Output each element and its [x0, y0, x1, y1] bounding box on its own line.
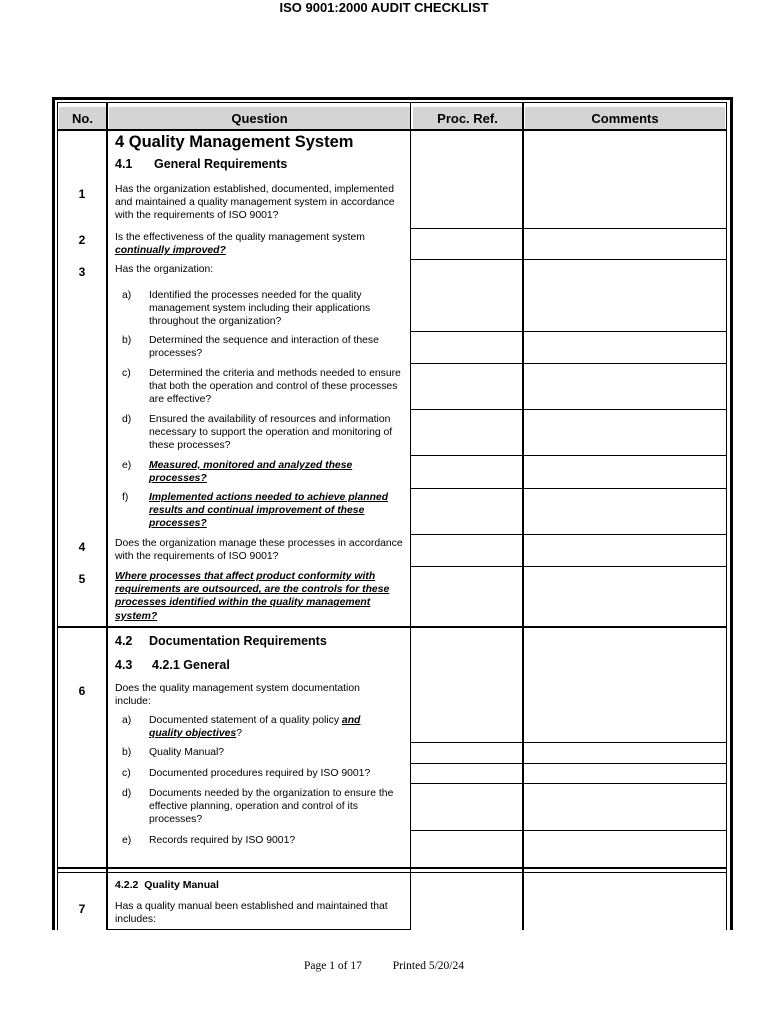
row-line [410, 228, 727, 229]
item-label: c) [122, 768, 131, 779]
row-line [410, 455, 727, 456]
header-comments: Comments [525, 107, 725, 129]
item-text: Measured, monitored and analyzed these processes? [149, 460, 353, 485]
item-label: b) [122, 747, 132, 758]
item-text: Implemented actions needed to achieve planned results and continual improvement of these processes? [149, 492, 389, 530]
item-text-plain: Documented statement of a quality policy [149, 715, 340, 726]
table-frame-right [730, 97, 733, 930]
row-line [410, 742, 727, 743]
subsection-title: General Requirements [154, 157, 288, 171]
item-label: c) [122, 368, 131, 379]
document-title: ISO 9001:2000 AUDIT CHECKLIST [279, 0, 489, 15]
section-divider [57, 867, 727, 869]
table-frame-inner-top [57, 102, 727, 103]
item-label: b) [122, 335, 132, 346]
item-text: Determined the criteria and methods needed to ensure that both the operation and control of these processes are effective? [149, 368, 401, 406]
question-text: Has a quality manual been established and maintained that includes: [115, 901, 388, 926]
item-text: Identified the processes needed for the quality management system including their applications throughout the organization? [149, 290, 371, 328]
item-label: f) [122, 492, 129, 503]
table-frame-inner-right [726, 102, 727, 930]
question-text-plain: Is the effectiveness of the quality management system [115, 232, 365, 243]
header-question: Question [109, 107, 410, 129]
item-text: Documented procedures required by ISO 9001? [149, 768, 371, 779]
row-line [410, 488, 727, 489]
row-line [410, 331, 727, 332]
question-number: 4 [78, 540, 86, 554]
question-number: 6 [78, 684, 86, 698]
question-number: 7 [78, 902, 86, 916]
printed-date: Printed 5/20/24 [392, 960, 464, 972]
item-text-tail: ? [236, 728, 242, 740]
subsection-number: 4.1 [115, 157, 133, 171]
section-number: 4.2 [115, 634, 133, 648]
table-frame-top [52, 97, 733, 100]
question-number: 2 [78, 233, 86, 247]
question-number: 1 [78, 187, 86, 201]
page-number: Page 1 of 17 [304, 960, 362, 972]
question-cell-bottom [106, 929, 410, 930]
section-heading: 4 Quality Management System [115, 133, 354, 151]
table-frame-inner-left [57, 102, 58, 930]
question-text: Where processes that affect product conformity with requirements are outsourced, are the controls for these processes identified within the quality management system? [115, 571, 390, 622]
item-label: d) [122, 788, 132, 799]
question-number: 5 [78, 572, 86, 586]
question-number: 3 [78, 265, 86, 279]
subsection-title: 4.2.2 Quality Manual [115, 879, 219, 891]
item-text-emphasis: and quality objectives [149, 715, 361, 740]
item-label: d) [122, 414, 132, 425]
section-title: Documentation Requirements [149, 634, 327, 648]
item-text: Determined the sequence and interaction of these processes? [149, 335, 379, 360]
row-line [410, 783, 727, 784]
section-divider [57, 872, 727, 873]
header-bottom-line [57, 129, 727, 131]
question-text: Has the organization established, documented, implemented and maintained a quality management system in accordance with the requirements of ISO 9001? [115, 184, 395, 222]
item-label: a) [122, 715, 132, 726]
row-line [410, 409, 727, 410]
question-text: Does the organization manage these processes in accordance with the requirements of ISO 9001? [115, 538, 403, 563]
section-title: 4.2.1 General [152, 658, 230, 672]
row-line [410, 763, 727, 764]
section-number: 4.3 [115, 658, 133, 672]
header-no: No. [59, 107, 106, 129]
page-footer [0, 960, 768, 972]
table-frame-left [52, 97, 55, 930]
row-line [410, 830, 727, 831]
item-label: a) [122, 290, 132, 301]
question-text [115, 231, 407, 257]
section-divider [57, 626, 727, 628]
row-line [410, 566, 727, 567]
row-line [410, 259, 727, 260]
question-text: Has the organization: [115, 264, 214, 275]
item-text: Ensured the availability of resources and information necessary to support the operation and monitoring of these processes? [149, 414, 393, 452]
col-line-1 [106, 103, 108, 930]
item-label: e) [122, 460, 132, 471]
header-proc-ref: Proc. Ref. [413, 107, 522, 129]
row-line [410, 534, 727, 535]
question-text-emphasis: continually improved? [115, 245, 226, 257]
item-text [149, 714, 389, 740]
item-text: Quality Manual? [149, 747, 225, 758]
question-text: Does the quality management system documentation include: [115, 683, 360, 708]
item-text: Records required by ISO 9001? [149, 835, 296, 846]
item-text: Documents needed by the organization to ensure the effective planning, operation and control of its processes? [149, 788, 394, 826]
row-line [410, 363, 727, 364]
item-label: e) [122, 835, 132, 846]
